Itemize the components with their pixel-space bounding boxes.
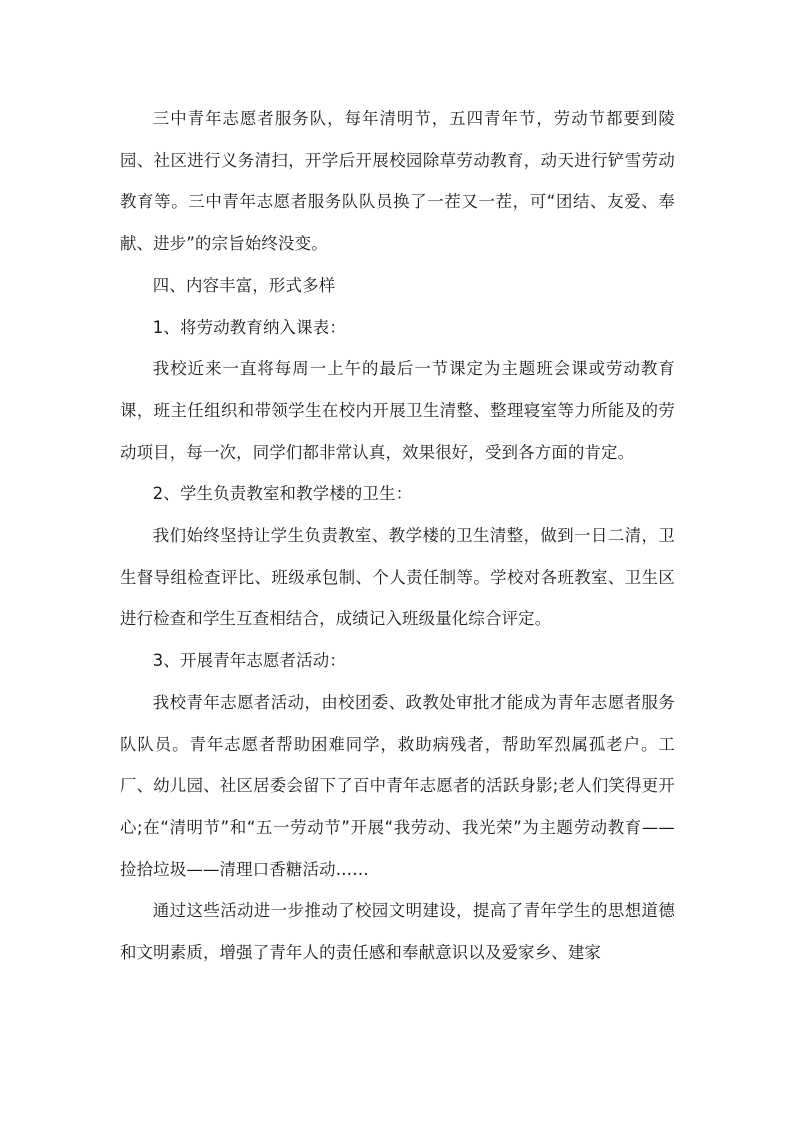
document-body: [120, 98, 675, 974]
paragraph-volunteer-activities: 我校青年志愿者活动，由校团委、政教处审批才能成为青年志愿者服务队队员。青年志愿者帮助困难同学，救助病残者，帮助军烈属孤老户。工厂、幼儿园、社区居委会留下了百中青年志愿者的活跃身影;老人们笑得更开心;在“清明节”和“五一劳动节”开展“我劳动、我光荣”为主题劳动教育——捡拾垃圾——清理口香糖活动……: [120, 692, 675, 879]
subheading-curriculum: 1、将劳动教育纳入课表：: [152, 317, 346, 337]
subheading-hygiene: 2、学生负责教室和教学楼的卫生：: [152, 484, 413, 504]
paragraph-volunteer-team: 三中青年志愿者服务队，每年清明节，五四青年节，劳动节都要到陵园、社区进行义务清扫，开学后开展校园除草劳动教育，动天进行铲雪劳动教育等。三中青年志愿者服务队队员换了一茬又一茬，可“团结、友爱、奉献、进步”的宗旨始终没变。: [120, 109, 675, 254]
paragraph-curriculum: 我校近来一直将每周一上午的最后一节课定为主题班会课或劳动教育课，班主任组织和带领学生在校内开展卫生清整、整理寝室等力所能及的劳动项目，每一次，同学们都非常认真，效果很好，受到各方面的肯定。: [120, 359, 675, 462]
section-heading-content-forms: 四、内容丰富，形式多样: [152, 275, 336, 295]
paragraph-hygiene: 我们始终坚持让学生负责教室、教学楼的卫生清整，做到一日二清，卫生督导组检查评比、班级承包制、个人责任制等。学校对各班教室、卫生区进行检查和学生互查相结合，成绩记入班级量化综合评定。: [120, 526, 675, 629]
subheading-volunteer-activities: 3、开展青年志愿者活动：: [152, 651, 346, 671]
paragraph-conclusion: 通过这些活动进一步推动了校园文明建设，提高了青年学生的思想道德和文明素质，增强了青年人的责任感和奉献意识以及爱家乡、建家: [120, 901, 675, 963]
